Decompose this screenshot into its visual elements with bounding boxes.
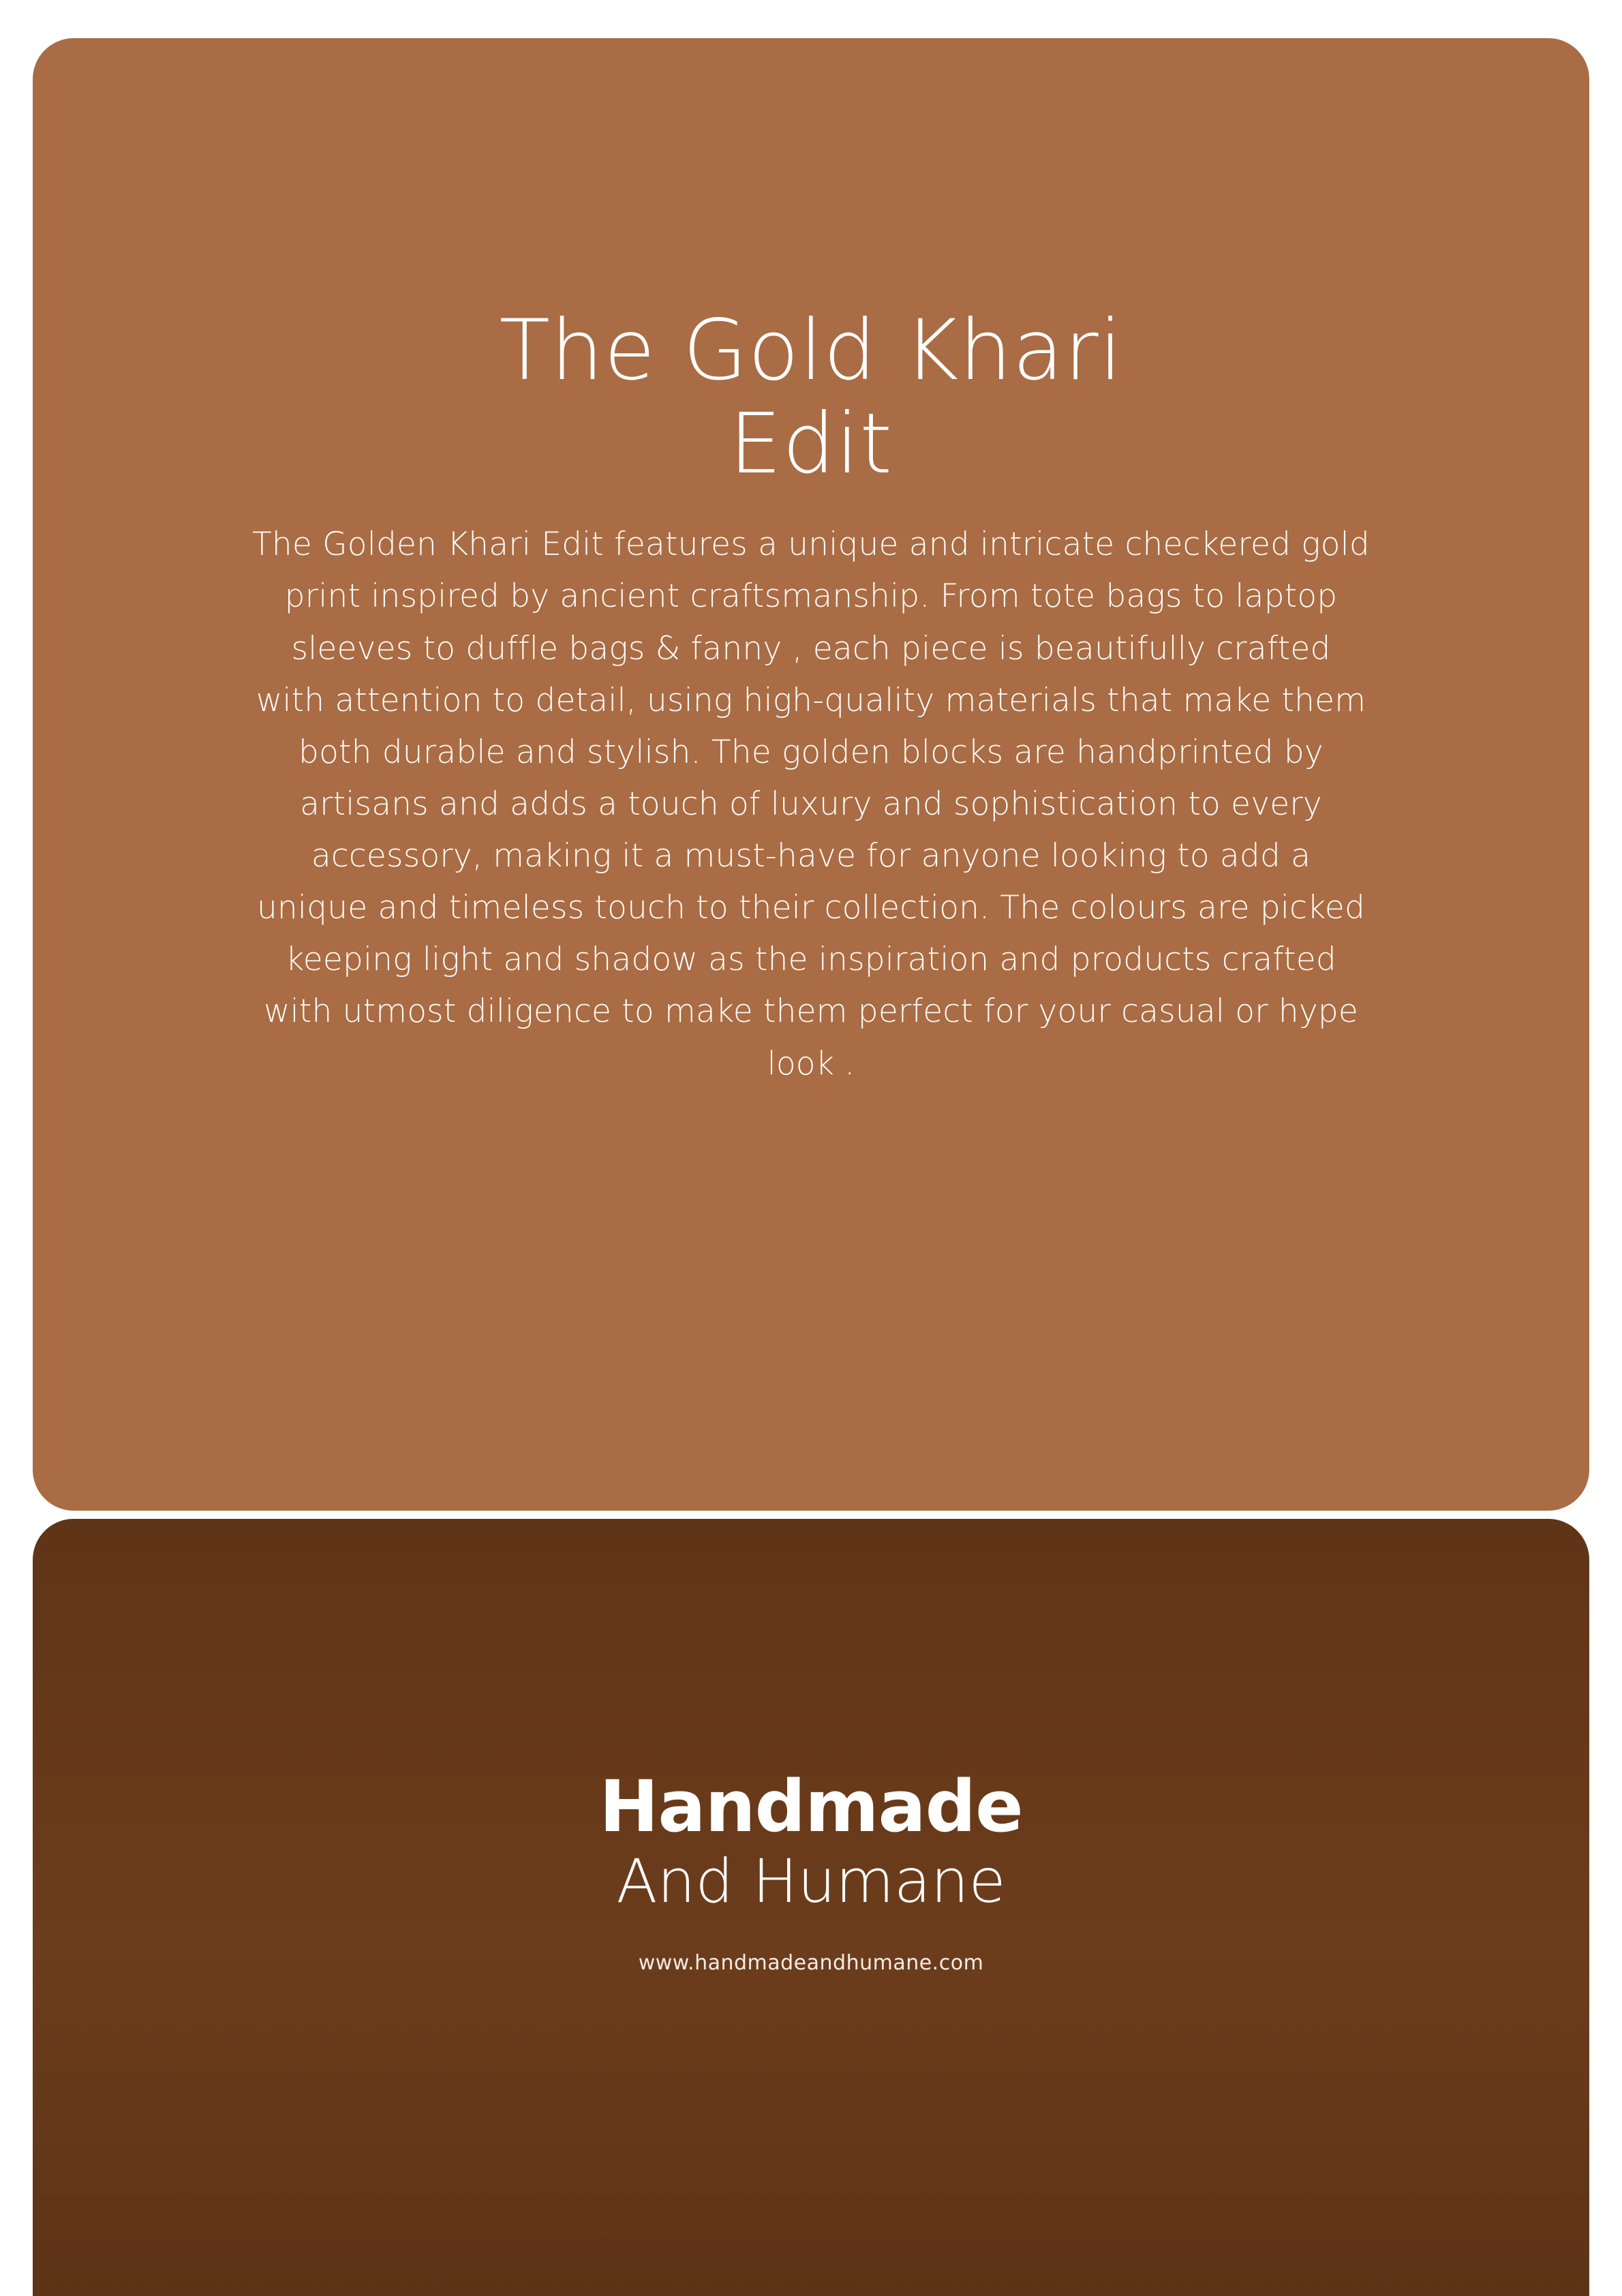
brand-name-primary: Handmade bbox=[599, 1765, 1023, 1848]
page-title bbox=[368, 304, 1254, 490]
brand-website-url: www.handmadeandhumane.com bbox=[638, 1951, 984, 1975]
page-title-line-2: Edit bbox=[729, 395, 893, 492]
brand-footer-panel bbox=[33, 1519, 1589, 2296]
description-panel bbox=[33, 38, 1589, 1511]
page-title-line-1: The Gold Khari bbox=[499, 302, 1123, 399]
description-paragraph: The Golden Khari Edit features a unique and intricate checkered gold print inspired by ancient craftsmanship. From tote bags to laptop sleeves to duffle bags & fanny , each piece is beautifully crafted with attention to detail, using high-quality materials that make them both durable and stylish. The golden blocks are handprinted by artisans and adds a touch of luxury and sophistication to every accessory, making it a must-have for anyone looking to add a unique and timeless touch to their collection. The colours are picked keeping light and shadow as the inspiration and products crafted with utmost diligence to make them perfect for your casual or hype look . bbox=[252, 526, 1370, 1083]
brand-name-secondary: And Humane bbox=[616, 1846, 1006, 1916]
